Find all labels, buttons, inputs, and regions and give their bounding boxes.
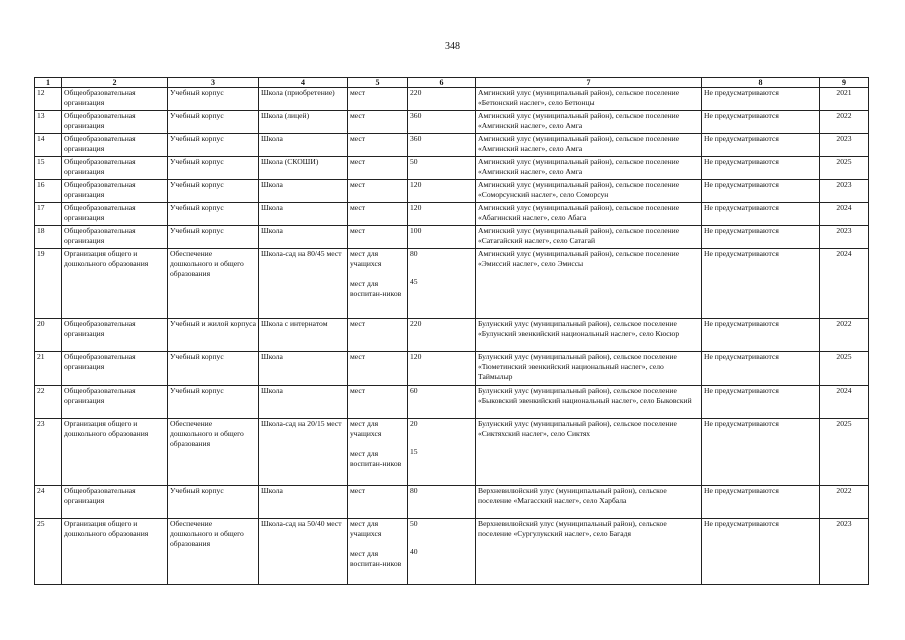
object-name: Учебный корпус <box>168 157 259 180</box>
row-number: 15 <box>35 157 62 180</box>
table-row <box>35 519 869 585</box>
row-number: 13 <box>35 111 62 134</box>
object-name: Обеспечение дошкольного и общего образования <box>168 419 259 486</box>
facility-kind: Школа <box>259 203 348 226</box>
document-table <box>34 77 869 585</box>
capacity-unit <box>348 203 408 226</box>
capacity-unit <box>348 157 408 180</box>
value-line: 40 <box>410 547 418 556</box>
capacity-value <box>408 486 476 519</box>
value-line: 100 <box>410 226 422 235</box>
note: Не предусматриваются <box>702 88 820 111</box>
year: 2023 <box>820 226 869 249</box>
location: Амгинский улус (муниципальный район), сельское поселение «Сатагайский наслег», село Сатагай <box>476 226 702 249</box>
unit-line: мест для учащихся <box>350 519 382 538</box>
facility-kind: Школа-сад на 80/45 мест <box>259 249 348 319</box>
object-name: Учебный корпус <box>168 352 259 386</box>
object-name: Учебный корпус <box>168 134 259 157</box>
organization-type: Общеобразовательная организация <box>62 134 168 157</box>
unit-line: мест для учащихся <box>350 249 382 268</box>
value-line: 220 <box>410 88 422 97</box>
capacity-unit <box>348 519 408 585</box>
row-number: 22 <box>35 386 62 419</box>
facility-kind: Школа (лицей) <box>259 111 348 134</box>
column-header: 2 <box>62 78 168 88</box>
capacity-unit <box>348 226 408 249</box>
unit-line: мест для учащихся <box>350 419 382 438</box>
value-line: 50 <box>410 519 418 528</box>
table-row <box>35 419 869 486</box>
unit-line: мест <box>350 352 366 361</box>
value-line: 80 <box>410 249 418 258</box>
value-line: 360 <box>410 111 422 120</box>
capacity-unit <box>348 88 408 111</box>
capacity-unit <box>348 134 408 157</box>
column-header: 1 <box>35 78 62 88</box>
row-number: 21 <box>35 352 62 386</box>
note: Не предусматриваются <box>702 226 820 249</box>
facility-kind: Школа <box>259 352 348 386</box>
organization-type: Общеобразовательная организация <box>62 386 168 419</box>
capacity-value <box>408 157 476 180</box>
value-line: 60 <box>410 386 418 395</box>
organization-type: Общеобразовательная организация <box>62 319 168 352</box>
column-header: 5 <box>348 78 408 88</box>
capacity-unit <box>348 352 408 386</box>
location: Булунский улус (муниципальный район), сельское поселение «Быковский эвенкийский национальный наслег», село Быковский <box>476 386 702 419</box>
capacity-unit <box>348 486 408 519</box>
organization-type: Общеобразовательная организация <box>62 486 168 519</box>
unit-line: мест <box>350 319 366 328</box>
note: Не предусматриваются <box>702 180 820 203</box>
column-header: 8 <box>702 78 820 88</box>
facility-kind: Школа <box>259 386 348 419</box>
year: 2024 <box>820 203 869 226</box>
note: Не предусматриваются <box>702 203 820 226</box>
year: 2025 <box>820 419 869 486</box>
object-name: Обеспечение дошкольного и общего образования <box>168 249 259 319</box>
year: 2022 <box>820 319 869 352</box>
column-header: 4 <box>259 78 348 88</box>
table-row <box>35 249 869 319</box>
value-line: 20 <box>410 419 418 428</box>
row-number: 23 <box>35 419 62 486</box>
value-line: 50 <box>410 157 418 166</box>
value-line: 15 <box>410 447 418 456</box>
object-name: Учебный корпус <box>168 226 259 249</box>
object-name: Учебный корпус <box>168 486 259 519</box>
location: Булунский улус (муниципальный район), сельское поселение «Булунский эвенкийский национальный наслег», село Кюсюр <box>476 319 702 352</box>
value-line: 80 <box>410 486 418 495</box>
year: 2022 <box>820 111 869 134</box>
year: 2021 <box>820 88 869 111</box>
row-number: 24 <box>35 486 62 519</box>
unit-line: мест <box>350 111 366 120</box>
capacity-value <box>408 352 476 386</box>
capacity-unit <box>348 249 408 319</box>
column-header: 7 <box>476 78 702 88</box>
location: Булунский улус (муниципальный район), сельское поселение «Сиктяхский наслег», село Сиктях <box>476 419 702 486</box>
table-row <box>35 157 869 180</box>
note: Не предусматриваются <box>702 111 820 134</box>
object-name: Учебный корпус <box>168 203 259 226</box>
object-name: Учебный корпус <box>168 111 259 134</box>
object-name: Обеспечение дошкольного и общего образования <box>168 519 259 585</box>
note: Не предусматриваются <box>702 419 820 486</box>
value-line: 45 <box>410 277 418 286</box>
value-line: 120 <box>410 180 422 189</box>
year: 2025 <box>820 157 869 180</box>
year: 2023 <box>820 519 869 585</box>
organization-type: Общеобразовательная организация <box>62 352 168 386</box>
table-row <box>35 180 869 203</box>
note: Не предусматриваются <box>702 249 820 319</box>
facility-kind: Школа-сад на 50/40 мест <box>259 519 348 585</box>
unit-line: мест для воспитан-ников <box>350 449 402 468</box>
capacity-value <box>408 319 476 352</box>
organization-type: Общеобразовательная организация <box>62 226 168 249</box>
capacity-unit <box>348 419 408 486</box>
organization-type: Организация общего и дошкольного образования <box>62 519 168 585</box>
unit-line: мест <box>350 226 366 235</box>
facility-kind: Школа с интернатом <box>259 319 348 352</box>
note: Не предусматриваются <box>702 157 820 180</box>
location: Амгинский улус (муниципальный район), сельское поселение «Бетюнский наслег», село Бетюнцы <box>476 88 702 111</box>
organization-type: Общеобразовательная организация <box>62 111 168 134</box>
row-number: 17 <box>35 203 62 226</box>
capacity-value <box>408 386 476 419</box>
unit-line: мест <box>350 203 366 212</box>
facility-kind: Школа <box>259 486 348 519</box>
year: 2024 <box>820 386 869 419</box>
organization-type: Общеобразовательная организация <box>62 88 168 111</box>
unit-line: мест <box>350 386 366 395</box>
note: Не предусматриваются <box>702 386 820 419</box>
capacity-unit <box>348 111 408 134</box>
facility-kind: Школа <box>259 134 348 157</box>
organization-type: Общеобразовательная организация <box>62 180 168 203</box>
year: 2023 <box>820 180 869 203</box>
location: Амгинский улус (муниципальный район), сельское поселение «Амгинский наслег», село Амга <box>476 111 702 134</box>
table-row <box>35 111 869 134</box>
table-row <box>35 88 869 111</box>
year: 2023 <box>820 134 869 157</box>
capacity-value <box>408 519 476 585</box>
location: Амгинский улус (муниципальный район), сельское поселение «Соморсунский наслег», село Соморсун <box>476 180 702 203</box>
organization-type: Организация общего и дошкольного образования <box>62 249 168 319</box>
capacity-unit <box>348 319 408 352</box>
value-line: 120 <box>410 203 422 212</box>
facility-kind: Школа-сад на 20/15 мест <box>259 419 348 486</box>
value-line: 120 <box>410 352 422 361</box>
capacity-value <box>408 226 476 249</box>
row-number: 19 <box>35 249 62 319</box>
value-line: 360 <box>410 134 422 143</box>
organization-type: Общеобразовательная организация <box>62 157 168 180</box>
note: Не предусматриваются <box>702 519 820 585</box>
location: Амгинский улус (муниципальный район), сельское поселение «Эмиссий наслег», село Эмиссы <box>476 249 702 319</box>
row-number: 18 <box>35 226 62 249</box>
table-row <box>35 386 869 419</box>
object-name: Учебный корпус <box>168 88 259 111</box>
capacity-value <box>408 249 476 319</box>
unit-line: мест <box>350 486 366 495</box>
location: Верхневилюйский улус (муниципальный район), сельское поселение «Магасский наслег», село Харбала <box>476 486 702 519</box>
note: Не предусматриваются <box>702 134 820 157</box>
table-header-row <box>35 78 869 88</box>
facility-kind: Школа <box>259 180 348 203</box>
row-number: 16 <box>35 180 62 203</box>
organization-type: Организация общего и дошкольного образования <box>62 419 168 486</box>
capacity-unit <box>348 180 408 203</box>
table-row <box>35 352 869 386</box>
object-name: Учебный корпус <box>168 180 259 203</box>
unit-line: мест <box>350 157 366 166</box>
row-number: 20 <box>35 319 62 352</box>
table-row <box>35 203 869 226</box>
value-line: 220 <box>410 319 422 328</box>
unit-line: мест для воспитан-ников <box>350 279 402 298</box>
location: Амгинский улус (муниципальный район), сельское поселение «Амгинский наслег», село Амга <box>476 157 702 180</box>
note: Не предусматриваются <box>702 319 820 352</box>
capacity-value <box>408 419 476 486</box>
year: 2025 <box>820 352 869 386</box>
location: Амгинский улус (муниципальный район), сельское поселение «Абагинский наслег», село Абага <box>476 203 702 226</box>
unit-line: мест для воспитан-ников <box>350 549 402 568</box>
location: Амгинский улус (муниципальный район), сельское поселение «Амгинский наслег», село Амга <box>476 134 702 157</box>
year: 2024 <box>820 249 869 319</box>
table-row <box>35 486 869 519</box>
unit-line: мест <box>350 134 366 143</box>
capacity-value <box>408 134 476 157</box>
note: Не предусматриваются <box>702 486 820 519</box>
note: Не предусматриваются <box>702 352 820 386</box>
organization-type: Общеобразовательная организация <box>62 203 168 226</box>
column-header: 6 <box>408 78 476 88</box>
location: Булунский улус (муниципальный район), сельское поселение «Тюметинский эвенкийский национальный наслег», село Таймылыр <box>476 352 702 386</box>
table-row <box>35 226 869 249</box>
capacity-unit <box>348 386 408 419</box>
table-row <box>35 134 869 157</box>
table-row <box>35 319 869 352</box>
unit-line: мест <box>350 180 366 189</box>
capacity-value <box>408 203 476 226</box>
object-name: Учебный корпус <box>168 386 259 419</box>
year: 2022 <box>820 486 869 519</box>
facility-kind: Школа (СКОШИ) <box>259 157 348 180</box>
row-number: 25 <box>35 519 62 585</box>
location: Верхневилюйский улус (муниципальный район), сельское поселение «Сургулукский наслег», село Багадя <box>476 519 702 585</box>
column-header: 9 <box>820 78 869 88</box>
facility-kind: Школа <box>259 226 348 249</box>
row-number: 14 <box>35 134 62 157</box>
facility-kind: Школа (приобретение) <box>259 88 348 111</box>
object-name: Учебный и жилой корпуса <box>168 319 259 352</box>
row-number: 12 <box>35 88 62 111</box>
capacity-value <box>408 88 476 111</box>
column-header: 3 <box>168 78 259 88</box>
page-number: 348 <box>445 41 460 52</box>
capacity-value <box>408 111 476 134</box>
unit-line: мест <box>350 88 366 97</box>
capacity-value <box>408 180 476 203</box>
